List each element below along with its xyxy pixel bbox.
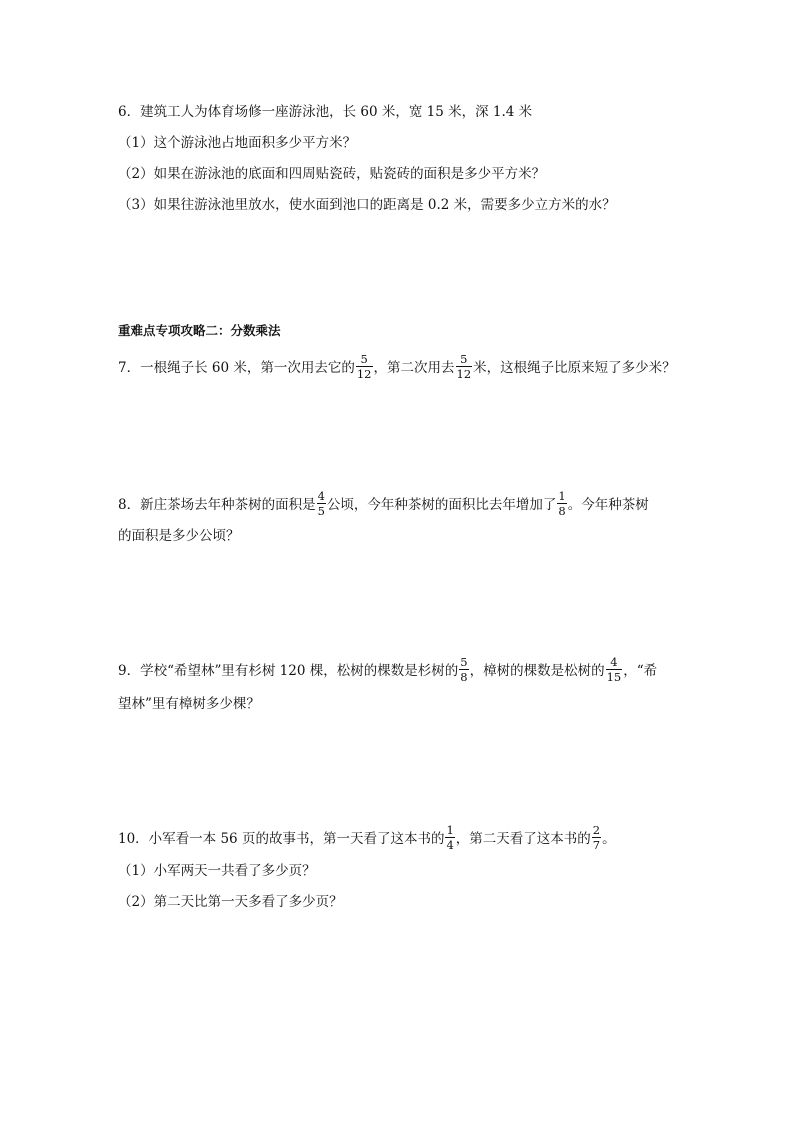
q7-text-3: 米，这根绳子比原来短了多少米？ <box>473 360 676 377</box>
q6-sub1: （1）这个游泳池占地面积多少平方米？ <box>118 135 357 151</box>
q8-text-3: 。今年种茶树 <box>567 497 649 514</box>
q9-line2: 望林”里有樟树多少棵？ <box>118 696 260 712</box>
q10-text-2: ，第二天看了这本书的 <box>455 831 591 848</box>
q10-sub1: （1）小军两天一共看了多少页？ <box>118 863 316 879</box>
q9-fraction-2-denominator: 15 <box>606 670 622 685</box>
section-heading: 重难点专项攻略二：分数乘法 <box>118 323 281 338</box>
q8-text-2: 公顷，今年种茶树的面积比去年增加了 <box>326 497 557 514</box>
q7-text-1: 7．一根绳子长 60 米，第一次用去它的 <box>118 360 355 377</box>
q6-stem: 6．建筑工人为体育场修一座游泳池，长 60 米，宽 15 米，深 1.4 米 <box>118 104 533 120</box>
q8-line1 <box>118 489 649 519</box>
q10-text-3: 。 <box>602 831 616 848</box>
q10-fraction-1-denominator: 4 <box>446 838 454 853</box>
q7-fraction-1 <box>356 353 373 380</box>
q9-text-2: ，樟树的棵数是松树的 <box>469 663 605 680</box>
q10-fraction-2 <box>592 824 601 851</box>
q9-text-1: 9．学校“希望林”里有杉树 120 棵，松树的棵数是杉树的 <box>118 663 459 680</box>
q10-fraction-2-numerator: 2 <box>592 823 601 837</box>
q7-fraction-2-denominator: 12 <box>456 367 472 382</box>
q10-sub2: （2）第二天比第一天多看了多少页？ <box>118 894 343 910</box>
q9-fraction-2-numerator: 4 <box>610 655 618 669</box>
q7-fraction-1-numerator: 5 <box>360 352 368 366</box>
q10-fraction-1-numerator: 1 <box>446 823 454 837</box>
q7-text-2: ，第二次用去 <box>373 360 455 377</box>
q8-fraction-2-denominator: 8 <box>558 504 566 519</box>
q9-line1 <box>118 655 658 685</box>
q8-line2: 的面积是多少公顷？ <box>118 528 240 544</box>
q9-text-3: ，“希 <box>623 663 658 680</box>
q9-fraction-1-denominator: 8 <box>460 670 468 685</box>
q7-fraction-1-denominator: 12 <box>356 367 372 382</box>
q7-line1 <box>118 352 676 382</box>
q10-line1 <box>118 823 616 853</box>
q10-text-1: 10．小军看一本 56 页的故事书，第一天看了这本书的 <box>118 831 445 848</box>
q8-fraction-1-numerator: 4 <box>317 489 325 503</box>
q10-fraction-1 <box>445 824 454 851</box>
q7-fraction-2-numerator: 5 <box>460 352 468 366</box>
q6-sub2: （2）如果在游泳池的底面和四周贴瓷砖，贴瓷砖的面积是多少平方米？ <box>118 166 546 182</box>
q8-fraction-2-numerator: 1 <box>558 489 566 503</box>
q10-fraction-2-denominator: 7 <box>592 838 601 853</box>
q8-fraction-2 <box>557 490 566 517</box>
q8-fraction-1-denominator: 5 <box>317 504 325 519</box>
q9-fraction-1-numerator: 5 <box>460 655 468 669</box>
q7-fraction-2 <box>456 353 473 380</box>
q8-fraction-1 <box>317 490 326 517</box>
q8-text-1: 8．新庄茶场去年种茶树的面积是 <box>118 497 316 514</box>
q6-sub3: （3）如果往游泳池里放水，使水面到池口的距离是 0.2 米，需要多少立方米的水？ <box>118 197 616 213</box>
q9-fraction-2 <box>606 656 623 683</box>
q9-fraction-1 <box>459 656 468 683</box>
